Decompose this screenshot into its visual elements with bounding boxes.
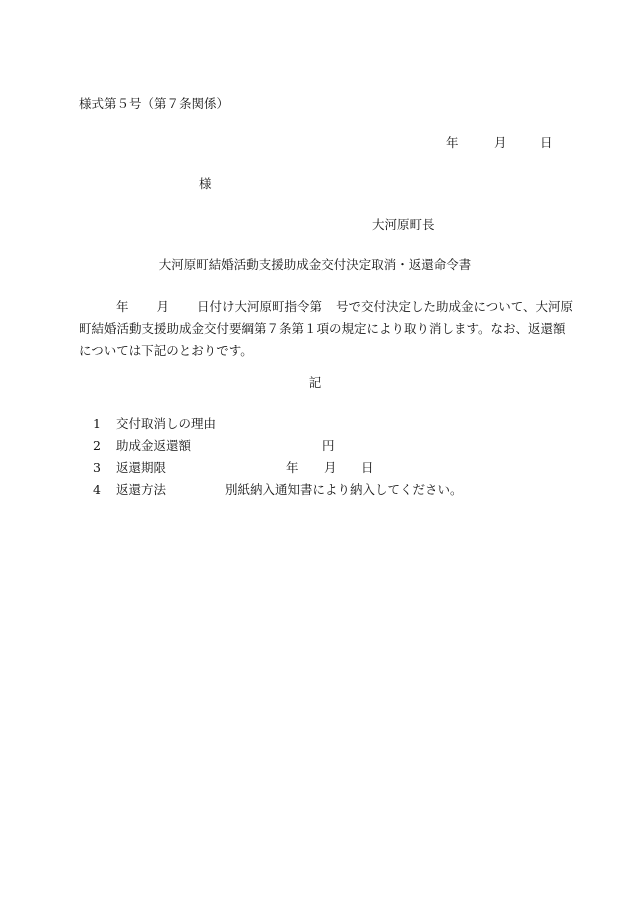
body-line-1-text-b: 号で交付決定した助成金について、大河原	[336, 299, 574, 314]
item-list	[79, 417, 559, 505]
issue-date-year-label: 年	[446, 135, 459, 150]
body-month-label: 月	[156, 299, 170, 314]
item-deadline-year-label: 年	[286, 460, 299, 475]
body-line-1-text-a: 日付け大河原町指令第	[197, 299, 323, 314]
item-number: 2	[93, 438, 101, 453]
item-cancellation-reason	[79, 417, 559, 439]
item-label: 助成金返還額	[116, 438, 192, 453]
item-label: 返還期限	[116, 460, 167, 475]
body-line-3: については下記のとおりです。	[79, 343, 253, 358]
issue-date-line	[446, 137, 556, 151]
recipient-honorific: 様	[199, 176, 212, 191]
sender-name: 大河原町長	[372, 217, 435, 232]
body-year-label: 年	[116, 299, 129, 314]
ki-heading: 記	[308, 375, 322, 390]
issue-date-month-label: 月	[494, 135, 507, 150]
body-paragraph	[79, 296, 574, 362]
item-amount-unit: 円	[322, 438, 335, 453]
issue-date-day-label: 日	[540, 135, 553, 150]
body-line-2: 町結婚活動支援助成金交付要綱第７条第１項の規定により取り消します。なお、返還額	[79, 321, 566, 336]
item-number: 4	[93, 482, 101, 497]
item-return-deadline	[79, 461, 559, 483]
item-label: 返還方法	[116, 482, 167, 497]
body-line-1	[79, 296, 574, 318]
item-return-method	[79, 483, 559, 505]
item-deadline-month-label: 月	[324, 460, 337, 475]
item-number: 1	[93, 416, 101, 431]
document-title: 大河原町結婚活動支援助成金交付決定取消・返還命令書	[158, 257, 472, 272]
item-number: 3	[93, 460, 101, 475]
item-return-amount	[79, 439, 559, 461]
item-method-value: 別紙納入通知書により納入してください。	[225, 482, 463, 497]
item-label: 交付取消しの理由	[116, 416, 217, 431]
form-number: 様式第５号（第７条関係）	[79, 96, 230, 111]
item-deadline-day-label: 日	[361, 460, 374, 475]
